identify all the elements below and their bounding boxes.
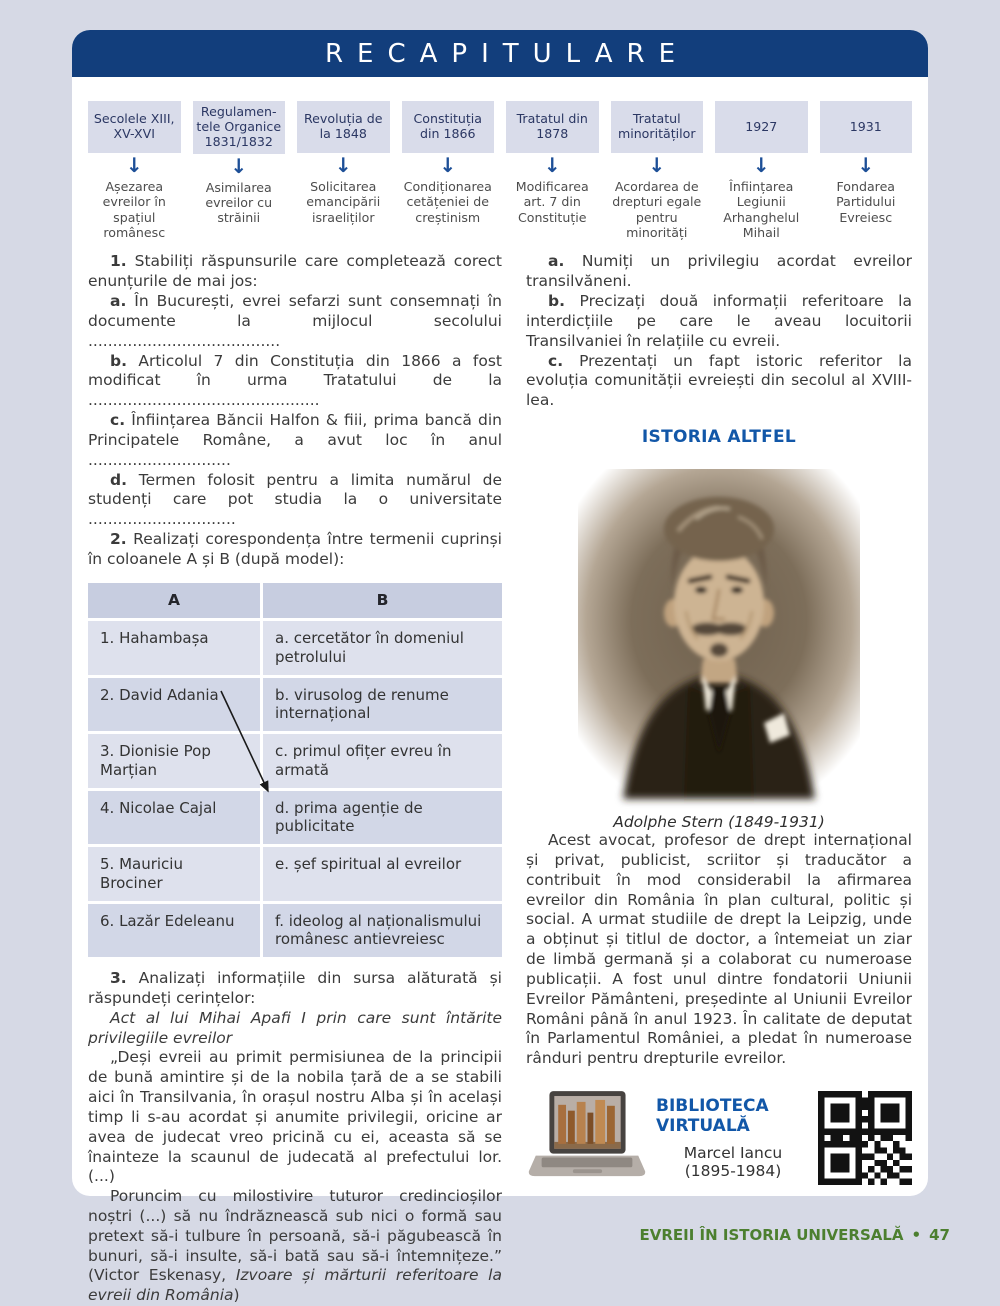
biblioteca-person-name: Marcel Iancu	[683, 1144, 783, 1162]
timeline-description: Acordarea de drepturi egale pentru minorități	[612, 179, 702, 241]
timeline-description: Asimilarea evreilor cu străinii	[205, 179, 273, 226]
timeline	[72, 77, 928, 240]
table-row-cell-a: 1. Hahambașa	[88, 621, 260, 675]
table-row-cell-a: 6. Lazăr Edeleanu	[88, 904, 260, 958]
right-column	[526, 252, 912, 1306]
table-row-cell-a: 5. Mauriciu Brociner	[88, 847, 260, 901]
column-b-header: B	[263, 583, 502, 618]
table-row-cell-a: 4. Nicolae Cajal	[88, 791, 260, 845]
footer-chapter-title: EVREII ÎN ISTORIA UNIVERSALĂ	[639, 1226, 904, 1244]
timeline-item	[506, 101, 599, 240]
biblioteca-virtuala	[526, 1089, 912, 1187]
exercise-number: 3.	[110, 969, 127, 988]
timeline-item	[193, 101, 286, 240]
table-row-cell-a: 3. Dionisie Pop Marțian	[88, 734, 260, 788]
exercise-1-item-a: a. În București, evrei sefarzi sunt consemnați în documente la mijlocul secolului .......................................	[88, 292, 502, 350]
down-arrow-icon: ↓	[334, 153, 352, 177]
timeline-description: Modificarea art. 7 din Constituție	[515, 179, 589, 225]
exercise-number: 2.	[110, 530, 127, 549]
laptop-books-icon	[526, 1089, 648, 1187]
down-arrow-icon: ↓	[648, 153, 666, 177]
exercise-1-intro: 1. Stabiliți răspunsurile care completează corect enunțurile de mai jos:	[88, 252, 502, 291]
timeline-item	[611, 101, 704, 240]
timeline-box: Secolele XIII, XV-XVI	[88, 101, 181, 153]
table-row-cell-b: f. ideolog al naționalismului românesc antievreiesc	[263, 904, 502, 958]
footer-page-number: 47	[929, 1226, 950, 1244]
exercise-number: 1.	[110, 252, 127, 271]
page-footer	[640, 1226, 951, 1244]
match-table	[88, 583, 502, 957]
left-column	[88, 252, 502, 1306]
source-title: Act al lui Mihai Apafi I prin care sunt întărite privilegiile evreilor	[88, 1008, 502, 1047]
exercise-2-intro: 2. Realizați corespondența între termenii cuprinși în coloanele A și B (după model):	[88, 530, 502, 568]
timeline-description: Condiționarea cetățeniei de creștinism	[403, 179, 492, 225]
table-row-cell-b: b. virusolog de renume internațional	[263, 678, 502, 732]
question-a: a. Numiți un privilegiu acordat evreilor transilvăneni.	[526, 252, 912, 291]
timeline-box: Revoluția de la 1848	[297, 101, 390, 153]
footer-bullet: •	[911, 1226, 922, 1244]
qr-code	[818, 1091, 912, 1185]
down-arrow-icon: ↓	[543, 153, 561, 177]
exercise-1-item-b: b. Articolul 7 din Constituția din 1866 a fost modificat în urma Tratatului de la ...............................................	[88, 351, 502, 410]
down-arrow-icon: ↓	[857, 153, 875, 177]
timeline-item	[820, 101, 913, 240]
timeline-item	[88, 101, 181, 240]
question-c: c. Prezentați un fapt istoric referitor la evoluția comunității evreiești din secolul al XVIII-lea.	[526, 351, 912, 410]
table-row-cell-b: e. șef spiritual al evreilor	[263, 847, 502, 901]
timeline-description: Înființarea Legiunii Arhanghelul Mihail	[723, 179, 800, 241]
istoria-altfel-body: Acest avocat, profesor de drept internațional și privat, publicist, scriitor și traducător a contribuit în mod considerabil la afirmarea evreilor din România în plan cultural, politic și social. A urmat studiile de drept la Leipzig, unde a obținut și titlul de doctor, a întemeiat un ziar de limbă germană și a colaborat cu numeroase publicații. A fost unul dintre fondatorii Uniunii Evreilor Pământeni, președinte al Uniunii Evreilor Români până în anul 1923. În calitate de deputat în Parlamentul României, a pledat în numeroase rânduri pentru drepturile evreilor.	[526, 831, 912, 1068]
page-title: RECAPITULARE	[324, 38, 690, 69]
source-quote-2: Poruncim cu milostivire tuturor credincioșilor noștri (...) să nu îndrăznească sub nici o formă sau pretext să-i tulbure în persoană, să-i păgubească în bunuri, să-i insulte, să-i bată sau să-i întemnițeze.” (Victor Eskenasy, Izvoare și mărturii referitoare la evreii din România)	[88, 1187, 502, 1305]
exercise-3-intro: 3. Analizați informațiile din sursa alăturată și răspundeți cerințelor:	[88, 969, 502, 1007]
timeline-box: Regulamentele Organice 1831/1832	[193, 101, 286, 154]
down-arrow-icon: ↓	[439, 153, 457, 177]
timeline-box: 1931	[820, 101, 913, 153]
timeline-description: Solicitarea emancipării israeliților	[306, 179, 381, 225]
biblioteca-person-years: (1895-1984)	[684, 1162, 782, 1180]
citation: (Victor Eskenasy,	[88, 1266, 236, 1285]
down-arrow-icon: ↓	[125, 153, 143, 177]
down-arrow-icon: ↓	[230, 153, 248, 178]
exercise-1-item-c: c. Înființarea Băncii Halfon & fiii, prima bancă din Principatele Române, a avut loc în anul .............................	[88, 411, 503, 469]
column-a-header: A	[88, 583, 260, 618]
source-quote-1: „Deși evreii au primit permisiunea de la principii de bună amintire și de la nobila țară de a se stabili aici în Transilvania, în orașul nostru Alba și în același timp li s-au acordat și anumite privilegii, oricine ar avea de judecat vreo pricină cu ei, aceasta să se înainteze la scaunul de judecată al prefectului lor. (...)	[88, 1048, 502, 1186]
timeline-box: Tratatul minorităților	[611, 101, 704, 153]
timeline-box: Constituția din 1866	[402, 101, 495, 153]
exercise-1-item-d: d. Termen folosit pentru a limita numărul de studenți care pot studia la o universitate ..............................	[88, 470, 502, 529]
portrait-photo-adolphe-stern	[568, 461, 870, 799]
two-column-body	[72, 240, 928, 1306]
biblioteca-heading: BIBLIOTECA VIRTUALĂ	[656, 1096, 769, 1136]
citation-book-title: Izvoare și mărturii referitoare la evreii din România	[88, 1266, 502, 1305]
timeline-box: Tratatul din 1878	[506, 101, 599, 153]
table-row-cell-b: a. cercetător în domeniul petrolului	[263, 621, 502, 675]
timeline-item	[715, 101, 808, 240]
down-arrow-icon: ↓	[752, 153, 770, 177]
portrait-caption: Adolphe Stern (1849-1931)	[613, 813, 825, 832]
timeline-item	[297, 101, 390, 240]
timeline-item	[402, 101, 495, 240]
table-row-cell-a: 2. David Adania	[88, 678, 260, 732]
timeline-description: Fondarea Partidului Evreiesc	[836, 179, 896, 225]
timeline-description: Așezarea evreilor în spațiul românesc	[102, 179, 166, 241]
table-row-cell-b: d. prima agenție de publicitate	[263, 791, 502, 845]
timeline-box: 1927	[715, 101, 808, 153]
recap-header-bar	[72, 30, 928, 77]
istoria-altfel-heading: ISTORIA ALTFEL	[641, 427, 797, 448]
table-row-cell-b: c. primul ofițer evreu în armată	[263, 734, 502, 788]
question-b: b. Precizați două informații referitoare la interdicțiile pe care le aveau locuitorii Transilvaniei în relațiile cu evreii.	[526, 292, 912, 350]
